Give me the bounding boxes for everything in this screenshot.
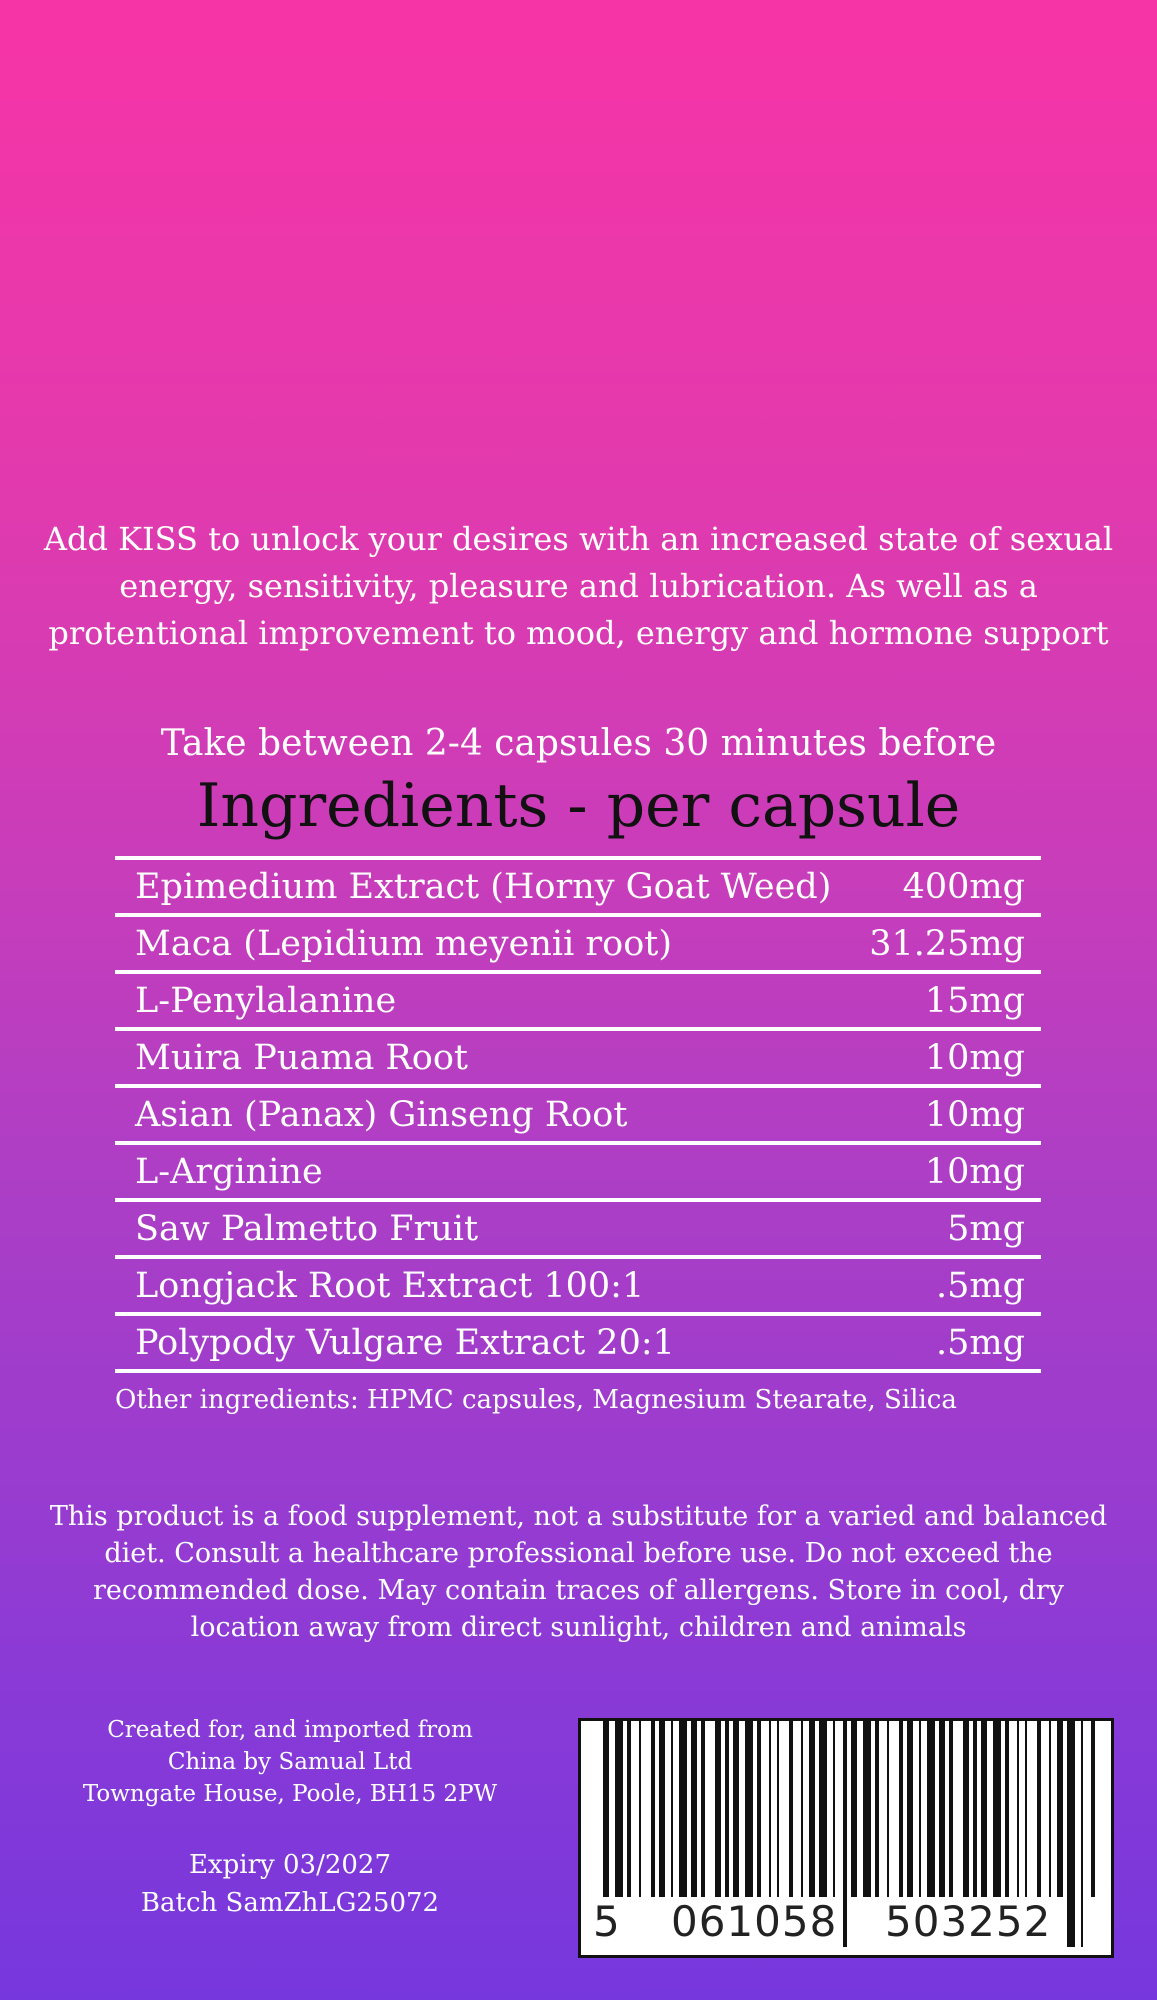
barcode-bar — [725, 1721, 729, 1897]
barcode-bar — [757, 1721, 761, 1897]
importer-info — [60, 1714, 520, 1810]
ingredient-name: Longjack Root Extract 100:1 — [135, 1265, 645, 1306]
ingredient-amount: 31.25mg — [869, 923, 1025, 964]
ingredient-amount: 400mg — [902, 866, 1025, 907]
ingredient-row — [115, 1259, 1041, 1316]
barcode-bar — [691, 1721, 697, 1897]
barcode-bar — [1057, 1721, 1063, 1897]
barcode-bar — [963, 1721, 969, 1897]
barcode-bar — [701, 1721, 705, 1897]
other-ingredients: Other ingredients: HPMC capsules, Magnesium Stearate, Silica — [115, 1385, 957, 1415]
ingredient-name: Saw Palmetto Fruit — [135, 1208, 479, 1249]
barcode-right-group: 503252 — [881, 1897, 1055, 1947]
barcode-bar — [809, 1721, 815, 1897]
barcode-bar — [659, 1721, 665, 1897]
ingredient-name: L-Penylalanine — [135, 980, 397, 1021]
ingredient-name: Muira Puama Root — [135, 1037, 468, 1078]
barcode-bar — [627, 1721, 631, 1897]
barcode-bar — [973, 1721, 977, 1897]
barcode-bar — [981, 1721, 987, 1897]
barcode-bar — [993, 1721, 1001, 1897]
barcode-bar — [887, 1721, 889, 1897]
barcode-bar — [679, 1721, 687, 1897]
barcode-bar — [1049, 1721, 1051, 1897]
ingredient-name: Maca (Lepidium meyenii root) — [135, 923, 672, 964]
barcode-bar — [919, 1721, 921, 1897]
ingredient-name: Epimedium Extract (Horny Goat Weed) — [135, 866, 832, 907]
barcode-bar — [801, 1721, 803, 1897]
barcode-left-group: 061058 — [667, 1897, 841, 1947]
ingredients-table — [115, 856, 1041, 1373]
expiry-batch-info — [60, 1846, 520, 1922]
barcode-bar — [949, 1721, 953, 1897]
barcode-bar — [875, 1721, 879, 1897]
barcode-bar — [1005, 1721, 1009, 1897]
barcode-bar — [907, 1721, 913, 1897]
ingredient-name: Asian (Panax) Ginseng Root — [135, 1094, 628, 1135]
barcode — [578, 1718, 1114, 1958]
barcode-digits — [581, 1897, 1111, 1947]
barcode-bar — [1017, 1721, 1019, 1897]
barcode-bar — [1025, 1721, 1027, 1897]
ingredient-row — [115, 860, 1041, 917]
ingredient-row — [115, 1145, 1041, 1202]
batch-number: Batch SamZhLG25072 — [140, 1888, 440, 1918]
ingredient-row — [115, 1316, 1041, 1373]
barcode-bar — [777, 1721, 779, 1897]
ingredient-row — [115, 917, 1041, 974]
ingredient-row — [115, 1031, 1041, 1088]
ingredient-amount: 10mg — [924, 1037, 1025, 1078]
ingredient-row — [115, 974, 1041, 1031]
importer-line-1: Created for, and imported from — [107, 1717, 473, 1743]
barcode-bar — [863, 1721, 871, 1897]
barcode-bar — [819, 1721, 827, 1897]
barcode-bar — [899, 1721, 903, 1897]
ingredient-amount: 10mg — [924, 1151, 1025, 1192]
barcode-bar — [1037, 1721, 1041, 1897]
importer-line-2: China by Samual Ltd — [167, 1749, 413, 1775]
barcode-bar — [671, 1721, 673, 1897]
barcode-bar — [769, 1721, 771, 1897]
barcode-bar — [733, 1721, 739, 1897]
barcode-bar — [651, 1721, 655, 1897]
ingredient-row — [115, 1202, 1041, 1259]
ingredient-amount: .5mg — [936, 1322, 1025, 1363]
ingredient-amount: .5mg — [936, 1265, 1025, 1306]
ingredients-title: Ingredients - per capsule — [196, 771, 961, 841]
barcode-bar — [1091, 1721, 1095, 1897]
barcode-bar — [715, 1721, 721, 1897]
barcode-bar — [851, 1721, 857, 1897]
product-description: Add KISS to unlock your desires with an increased state of sexual energy, sensitivity, pleasure and lubrication. As well as a protentional improvement to mood, energy and hormone support — [43, 520, 1114, 652]
expiry-date: Expiry 03/2027 — [189, 1850, 391, 1880]
ingredient-name: L-Arginine — [135, 1151, 323, 1192]
warning-text: This product is a food supplement, not a substitute for a varied and balanced diet. Consult a healthcare professional before use. Do not exceed the recommended dose. May contain traces of allergens. Store in cool, dry location away from direct sunlight, children and animals — [49, 1501, 1108, 1643]
ingredient-name: Polypody Vulgare Extract 20:1 — [135, 1322, 675, 1363]
dosage-instruction: Take between 2-4 capsules 30 minutes before — [160, 723, 997, 764]
ingredient-amount: 5mg — [947, 1208, 1025, 1249]
barcode-bar — [939, 1721, 945, 1897]
ingredient-amount: 10mg — [924, 1094, 1025, 1135]
ingredient-amount: 15mg — [924, 980, 1025, 1021]
barcode-bar — [789, 1721, 793, 1897]
importer-address: Towngate House, Poole, BH15 2PW — [82, 1781, 498, 1807]
barcode-first-digit: 5 — [589, 1897, 625, 1947]
ingredient-row — [115, 1088, 1041, 1145]
barcode-bar — [927, 1721, 935, 1897]
barcode-bar — [745, 1721, 753, 1897]
barcode-bar — [639, 1721, 641, 1897]
